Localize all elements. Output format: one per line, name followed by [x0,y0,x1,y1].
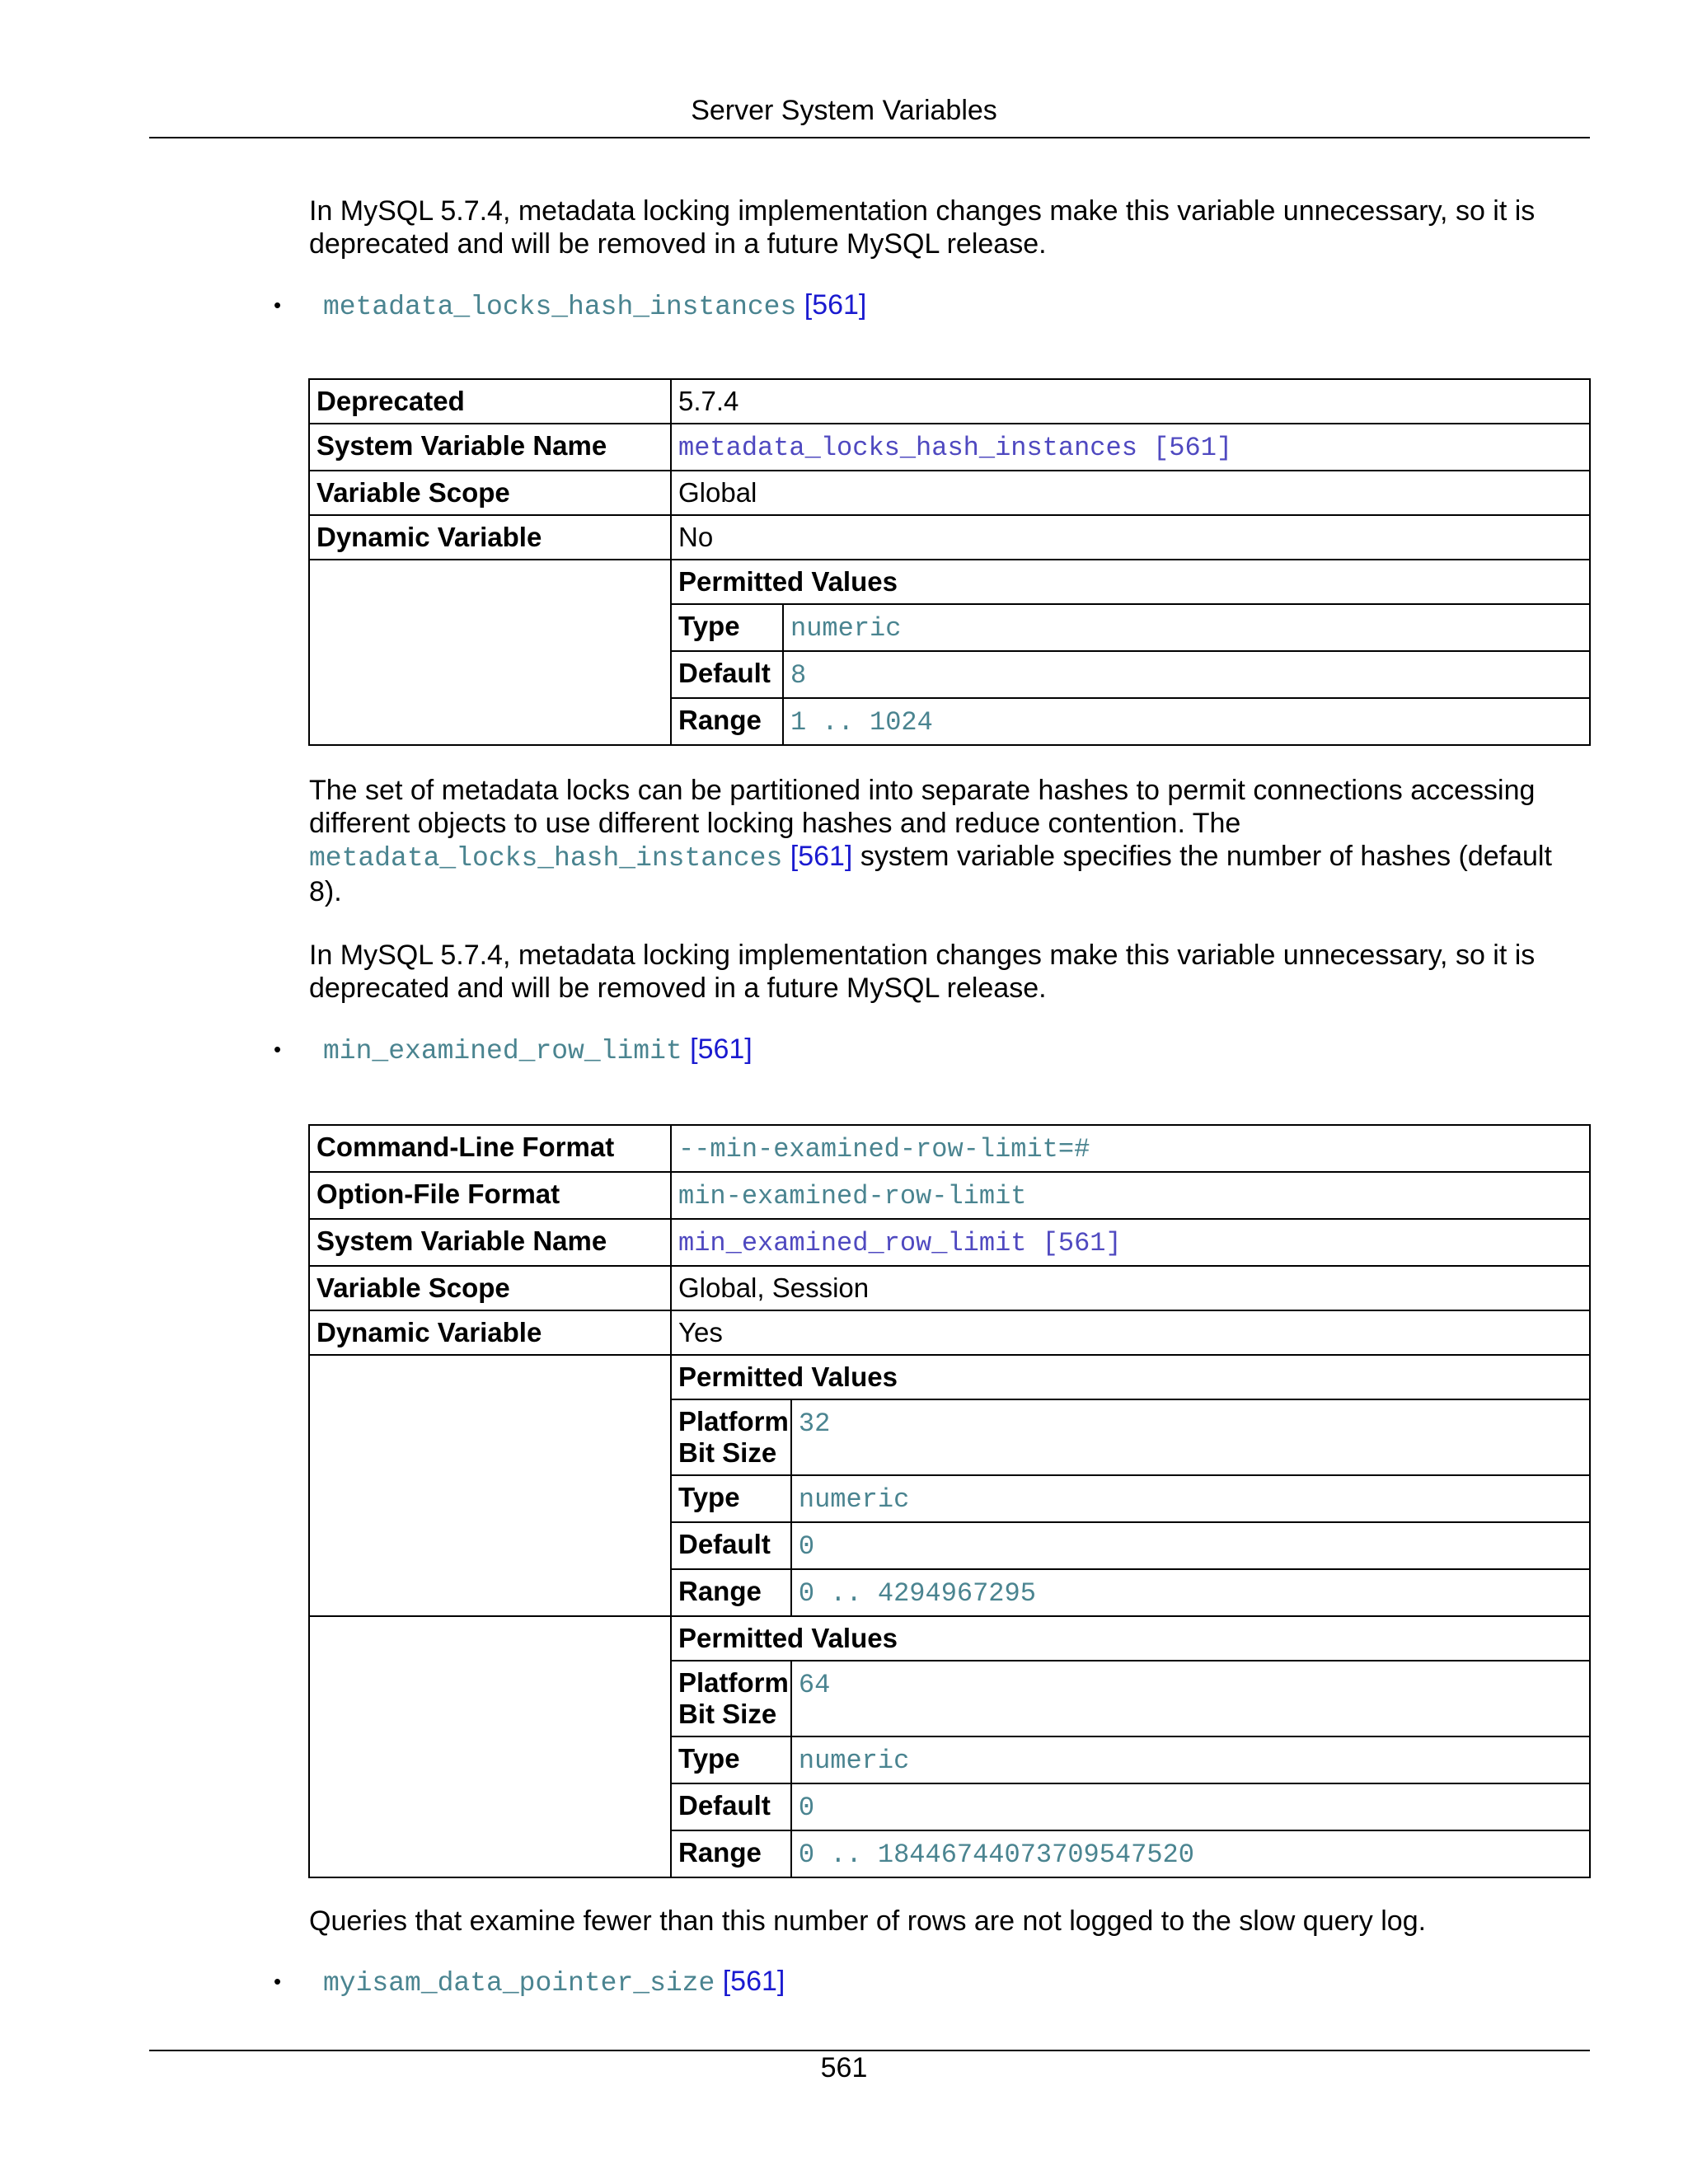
variable-name-link[interactable]: metadata_locks_hash_instances [323,292,797,322]
permitted-values-row [309,1616,1590,1877]
row-value: 5.7.4 [671,379,1590,424]
row-label: System Variable Name [309,424,671,471]
description-paragraph: Queries that examine fewer than this number of rows are not logged to the slow query log. [309,1905,1427,1937]
empty-cell [309,1355,671,1616]
option-file-format-value: min-examined-row-limit [678,1181,1027,1212]
permitted-values-heading: Permitted Values [678,566,898,597]
row-label: Dynamic Variable [309,1310,671,1355]
bit-size-label: Bit Size [678,1437,777,1468]
variable-name-link[interactable]: min_examined_row_limit [323,1036,682,1066]
metadata-locks-hash-instances-table [308,378,1591,746]
range-value: 0 .. 18446744073709547520 [798,1840,1194,1870]
type-value: numeric [798,1484,910,1515]
range-label: Range [672,698,783,744]
bullet-dot-icon: • [274,1969,282,1994]
description-text: The set of metadata locks can be partitioned into separate hashes to permit connections accessing different objects to use different locking hashes and reduce contention. The [309,775,1536,839]
row-label: Option-File Format [309,1172,671,1219]
platform-bit-size-label [672,1661,791,1736]
page-number: 561 [820,2052,868,2083]
row-label: Deprecated [309,379,671,424]
empty-cell [309,560,671,745]
permitted-values-heading: Permitted Values [678,1361,898,1392]
row-label: System Variable Name [309,1219,671,1266]
permitted-values-row [309,1355,1590,1616]
page-ref-link[interactable]: [561] [804,289,867,321]
table-row [309,1125,1590,1172]
row-value: Yes [671,1310,1590,1355]
default-value: 8 [790,660,807,691]
platform-label: Platform [678,1667,789,1698]
row-label: Command-Line Format [309,1125,671,1172]
page-ref-link[interactable]: [561] [690,1033,753,1065]
type-value: numeric [798,1746,910,1776]
deprecation-note: In MySQL 5.7.4, metadata locking implementation changes make this variable unnecessary, so it is deprecated and will be removed in a future MySQL release. [309,940,1536,1004]
default-label: Default [672,1522,791,1569]
header-rule [149,137,1590,138]
default-label: Default [672,1783,791,1830]
range-label: Range [672,1830,791,1877]
table-row [309,1310,1590,1355]
permitted-values-heading: Permitted Values [678,1623,898,1653]
empty-cell [309,1616,671,1877]
platform-label: Platform [678,1406,789,1436]
platform-bit-size-label [672,1399,791,1475]
range-value: 0 .. 4294967295 [798,1578,1036,1609]
description-text: system variable specifies the number of hashes (default 8). [309,841,1552,907]
row-value: No [671,515,1590,560]
default-label: Default [672,651,783,698]
platform-value: 64 [798,1670,831,1700]
table-row [309,379,1590,424]
row-value: Global, Session [671,1266,1590,1310]
row-label: Dynamic Variable [309,515,671,560]
system-variable-name-link[interactable]: min_examined_row_limit [561] [678,1228,1122,1258]
description-paragraph [309,774,1590,908]
type-label: Type [672,1736,791,1783]
type-label: Type [672,604,783,651]
table-row [309,424,1590,471]
default-value: 0 [798,1531,815,1562]
table-row [309,471,1590,515]
row-label: Variable Scope [309,471,671,515]
variable-name-link[interactable]: myisam_data_pointer_size [323,1968,715,1999]
permitted-values-table [672,560,1589,744]
row-label: Variable Scope [309,1266,671,1310]
page-header-title: Server System Variables [691,95,997,126]
platform-value: 32 [798,1408,831,1439]
page-ref-link[interactable]: [561] [722,1966,785,1997]
min-examined-row-limit-table [308,1124,1591,1878]
system-variable-name-link[interactable]: metadata_locks_hash_instances [561] [678,433,1233,463]
variable-name-link[interactable]: metadata_locks_hash_instances [309,843,783,874]
bit-size-label: Bit Size [678,1699,777,1729]
permitted-values-table [672,1356,1589,1615]
permitted-values-row [309,560,1590,745]
range-label: Range [672,1569,791,1615]
table-row [309,1219,1590,1266]
type-value: numeric [790,613,902,644]
permitted-values-table [672,1617,1589,1877]
table-row [309,1172,1590,1219]
bullet-dot-icon: • [274,1037,282,1062]
page-ref-link[interactable]: [561] [790,841,853,872]
bullet-dot-icon: • [274,293,282,317]
row-value: Global [671,471,1590,515]
table-row [309,515,1590,560]
range-value: 1 .. 1024 [790,707,933,738]
default-value: 0 [798,1793,815,1823]
type-label: Type [672,1475,791,1522]
intro-paragraph: In MySQL 5.7.4, metadata locking implementation changes make this variable unnecessary, so it is deprecated and will be removed in a future MySQL release. [309,195,1536,260]
table-row [309,1266,1590,1310]
command-line-format-value: --min-examined-row-limit=# [678,1134,1090,1165]
